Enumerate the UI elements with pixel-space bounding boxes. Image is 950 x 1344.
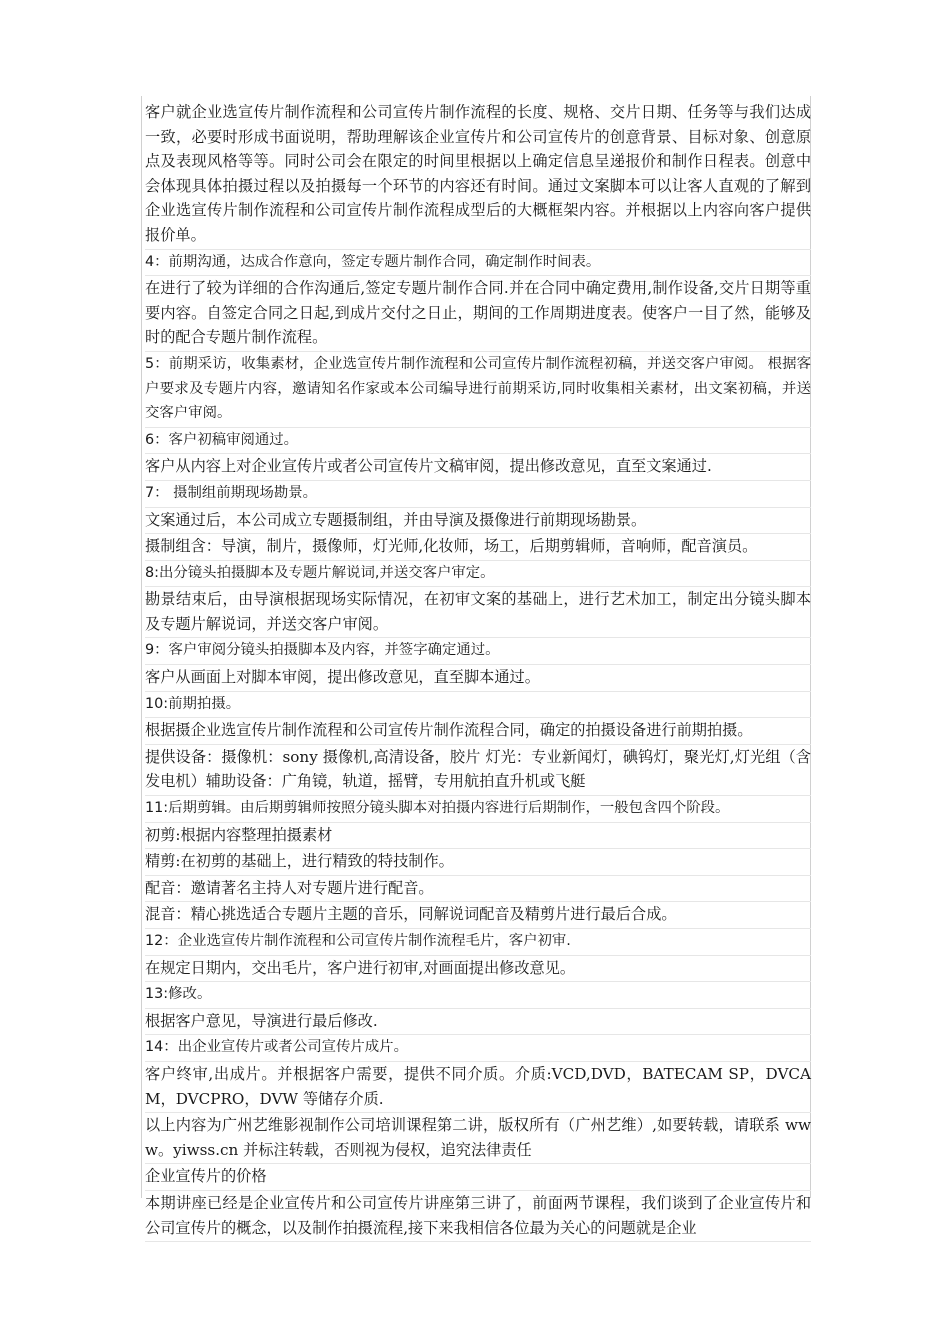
step-12-body: 在规定日期内，交出毛片，客户进行初审,对画面提出修改意见。	[145, 956, 811, 983]
step-7-body: 文案通过后，本公司成立专题摄制组，并由导演及摄像进行前期现场勘景。	[145, 508, 811, 535]
step-14-body: 客户终审,出成片。并根据客户需要，提供不同介质。介质:VCD,DVD，BATECAM SP，DVCAM，DVCPRO，DVW 等储存介质.	[145, 1062, 811, 1113]
step-8-body: 勘景结束后，由导演根据现场实际情况，在初审文案的基础上，进行艺术加工，制定出分镜头脚本及专题片解说词，并送交客户审阅。	[145, 587, 811, 638]
voiceover: 配音：邀请著名主持人对专题片进行配音。	[145, 876, 811, 903]
equipment-list: 提供设备：摄像机：sony 摄像机,高清设备，胶片 灯光：专业新闻灯，碘钨灯，聚光灯,灯光组（含发电机）辅助设备：广角镜，轨道，摇臂，专用航拍直升机或飞艇	[145, 745, 811, 796]
crew-list: 摄制组含：导演，制片，摄像师，灯光师,化妆师，场工，后期剪辑师，音响师，配音演员。	[145, 534, 811, 561]
step-9-body: 客户从画面上对脚本审阅，提出修改意见，直至脚本通过。	[145, 665, 811, 692]
step-10-heading: 10:前期拍摄。	[145, 692, 811, 719]
section-title-price: 企业宣传片的价格	[145, 1164, 811, 1191]
step-13-body: 根据客户意见，导演进行最后修改.	[145, 1009, 811, 1036]
step-13-heading: 13:修改。	[145, 982, 811, 1009]
step-12-heading: 12：企业选宣传片制作流程和公司宣传片制作流程毛片，客户初审.	[145, 929, 811, 956]
copyright-notice: 以上内容为广州艺维影视制作公司培训课程第二讲，版权所有（广州艺维）,如要转载，请联系 www。yiwss.cn 并标注转载，否则视为侵权，追究法律责任	[145, 1113, 811, 1164]
document-body	[145, 100, 811, 1242]
lecture-three-intro: 本期讲座已经是企业宣传片和公司宣传片讲座第三讲了，前面两节课程，我们谈到了企业宣传片和公司宣传片的概念，以及制作拍摄流程,接下来我相信各位最为关心的问题就是企业	[145, 1191, 811, 1242]
mixing: 混音：精心挑选适合专题片主题的音乐，同解说词配音及精剪片进行最后合成。	[145, 902, 811, 929]
step-14-heading: 14：出企业宣传片或者公司宣传片成片。	[145, 1035, 811, 1062]
step-5-heading: 5：前期采访，收集素材，企业选宣传片制作流程和公司宣传片制作流程初稿，并送交客户审阅。 根据客户要求及专题片内容，邀请知名作家或本公司编导进行前期采访,同时收集相关素材，出文案初稿，并送交客户审阅。	[145, 352, 811, 428]
fine-cut: 精剪:在初剪的基础上，进行精致的特技制作。	[145, 849, 811, 876]
step-6-body: 客户从内容上对企业宣传片或者公司宣传片文稿审阅，提出修改意见，直至文案通过.	[145, 454, 811, 481]
step-4-body: 在进行了较为详细的合作沟通后,签定专题片制作合同.并在合同中确定费用,制作设备,交片日期等重要内容。自签定合同之日起,到成片交付之日止，期间的工作周期进度表。使客户一目了然，能够及时的配合专题片制作流程。	[145, 276, 811, 352]
step-9-heading: 9：客户审阅分镜头拍摄脚本及内容，并签字确定通过。	[145, 638, 811, 665]
paragraph-intro: 客户就企业选宣传片制作流程和公司宣传片制作流程的长度、规格、交片日期、任务等与我们达成一致，必要时形成书面说明，帮助理解该企业宣传片和公司宣传片的创意背景、目标对象、创意原点及表现风格等等。同时公司会在限定的时间里根据以上确定信息呈递报价和制作日程表。创意中会体现具体拍摄过程以及拍摄每一个环节的内容还有时间。通过文案脚本可以让客人直观的了解到企业选宣传片制作流程和公司宣传片制作流程成型后的大概框架内容。并根据以上内容向客户提供报价单。	[145, 100, 811, 250]
step-8-heading: 8:出分镜头拍摄脚本及专题片解说词,并送交客户审定。	[145, 561, 811, 588]
step-4-heading: 4：前期沟通，达成合作意向，签定专题片制作合同，确定制作时间表。	[145, 250, 811, 277]
step-11-heading: 11:后期剪辑。由后期剪辑师按照分镜头脚本对拍摄内容进行后期制作，一般包含四个阶段。	[145, 796, 811, 823]
step-10-body: 根据摄企业选宣传片制作流程和公司宣传片制作流程合同，确定的拍摄设备进行前期拍摄。	[145, 718, 811, 745]
step-6-heading: 6：客户初稿审阅通过。	[145, 428, 811, 455]
rough-cut: 初剪:根据内容整理拍摄素材	[145, 823, 811, 850]
step-7-heading: 7： 摄制组前期现场勘景。	[145, 481, 811, 508]
